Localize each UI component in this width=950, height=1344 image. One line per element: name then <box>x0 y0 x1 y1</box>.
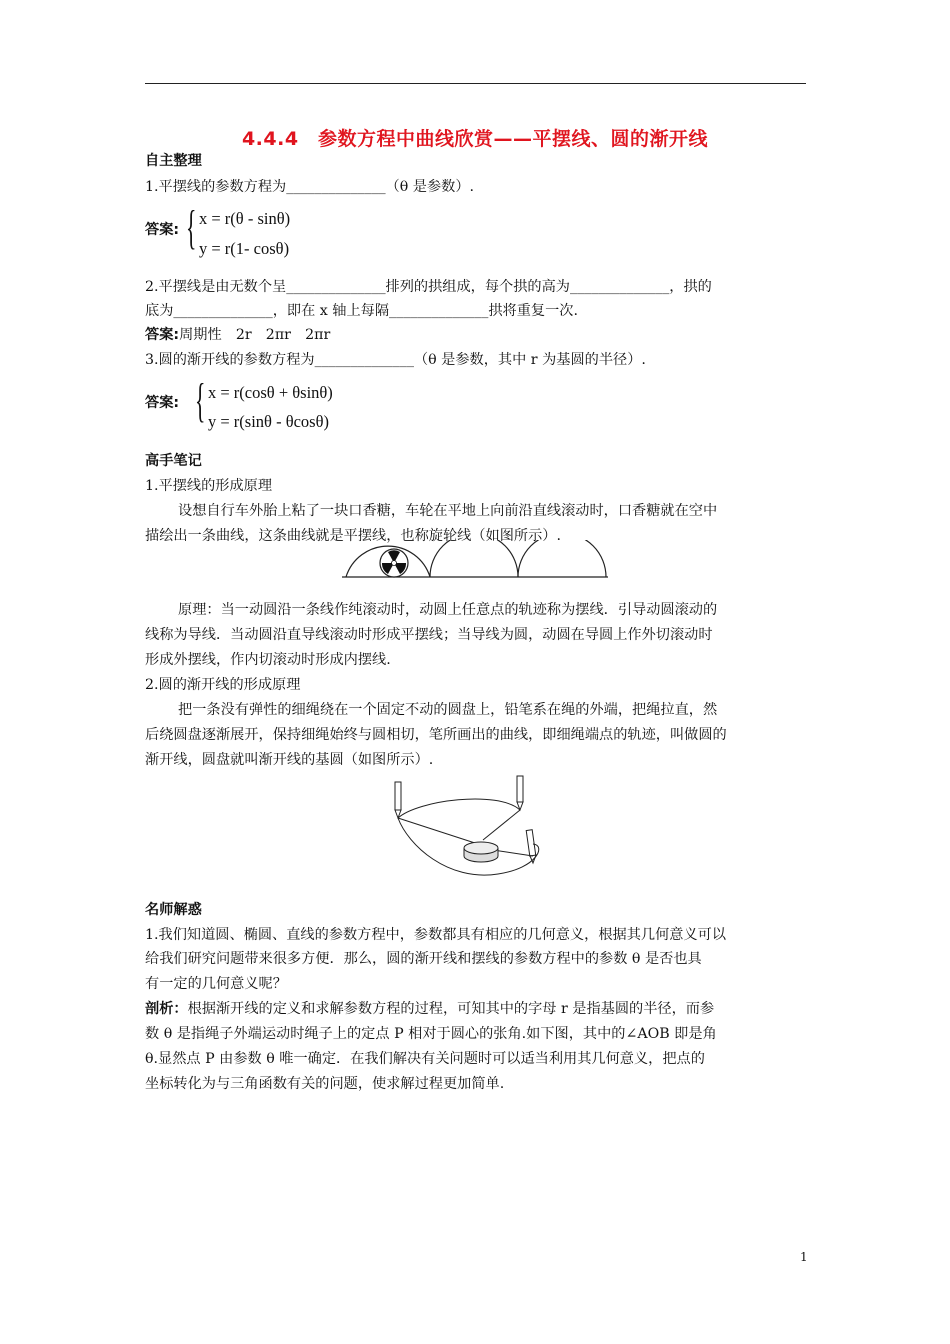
paragraph-line: 后绕圆盘逐渐展开，保持细绳始终与圆相切，笔所画出的曲线，即细绳端点的轨迹，叫做圆的 <box>145 727 727 743</box>
page-number: 1 <box>800 1250 808 1264</box>
paragraph-line: 形成外摆线，作内切滚动时形成内摆线. <box>145 652 391 668</box>
faq-answer-line: 坐标转化为与三角函数有关的问题，使求解过程更加简单. <box>145 1076 505 1092</box>
equation-y: y = r(1- cosθ) <box>199 239 290 258</box>
paragraph-line: 渐开线，圆盘就叫渐开线的基圆（如图所示）. <box>145 752 434 768</box>
section-heading-teacher-answers: 名师解惑 <box>145 902 202 918</box>
header-rule <box>145 83 806 84</box>
faq-question-line: 给我们研究问题带来很多方便．那么，圆的渐开线和摆线的参数方程中的参数 θ 是否也具 <box>145 951 702 967</box>
disk-icon <box>464 842 498 862</box>
equation-y: y = r(sinθ - θcosθ) <box>208 412 329 431</box>
paragraph-line: 原理：当一动圆沿一条线作纯滚动时，动圆上任意点的轨迹称为摆线．引导动圆滚动的 <box>178 602 718 618</box>
pencil-icon <box>395 782 401 818</box>
faq-question-line: 1.我们知道圆、椭圆、直线的参数方程中，参数都具有相应的几何意义，根据其几何意义可以 <box>145 927 727 943</box>
question-1: 1.平摆线的参数方程为______________（θ 是参数）. <box>145 179 475 195</box>
answer-label: 答案: <box>145 395 180 411</box>
faq-question-line: 有一定的几何意义呢？ <box>145 976 287 992</box>
faq-answer-line: 根据渐开线的定义和求解参数方程的过程，可知其中的字母 r 是指基圆的半径，而参 <box>187 1001 715 1017</box>
section-heading-expert-notes: 高手笔记 <box>145 453 202 469</box>
answer-2: 周期性 2r 2πr 2πr <box>179 327 331 343</box>
faq-answer-line: 数 θ 是指绳子外端运动时绳子上的定点 P 相对于圆心的张角.如下图，其中的∠AOB 即是角 <box>145 1026 717 1042</box>
question-2-line-2: 底为______________，即在 x 轴上每隔______________拱将重复一次. <box>145 303 578 319</box>
paragraph-line: 设想自行车外胎上粘了一块口香糖，车轮在平地上向前沿直线滚动时，口香糖就在空中 <box>178 503 718 519</box>
analysis-label: 剖析： <box>145 1001 188 1017</box>
paragraph-line: 线称为导线．当动圆沿直导线滚动时形成平摆线；当导线为圆，动圆在导圆上作外切滚动时 <box>145 627 713 643</box>
wheel-icon <box>380 549 408 577</box>
equation-x: x = r(cosθ + θsinθ) <box>208 383 333 402</box>
equation-x: x = r(θ - sinθ) <box>199 209 291 228</box>
section-heading-self-study: 自主整理 <box>145 153 202 169</box>
pencil-icon <box>517 776 523 810</box>
paragraph-line: 描绘出一条曲线，这条曲线就是平摆线，也称旋轮线（如图所示）. <box>145 528 561 544</box>
cycloid-figure <box>340 540 612 582</box>
notes-heading-1: 1.平摆线的形成原理 <box>145 478 273 494</box>
paragraph-line: 把一条没有弹性的细绳绕在一个固定不动的圆盘上，铅笔系在绳的外端，把绳拉直，然 <box>178 702 718 718</box>
answer-label: 答案: <box>145 222 180 238</box>
question-3: 3.圆的渐开线的参数方程为______________（θ 是参数，其中 r 为基圆的半径）. <box>145 352 646 368</box>
brace-icon: { <box>186 201 197 254</box>
notes-heading-2: 2.圆的渐开线的形成原理 <box>145 677 301 693</box>
involute-figure <box>388 770 558 885</box>
faq-answer-line: θ.显然点 P 由参数 θ 唯一确定．在我们解决有关问题时可以适当利用其几何意义，把点的 <box>145 1051 705 1067</box>
answer-label: 答案: <box>145 327 180 343</box>
question-2-line-1: 2.平摆线是由无数个呈______________排列的拱组成，每个拱的高为______________，拱的 <box>145 279 712 295</box>
brace-icon: { <box>195 374 206 427</box>
page-title: 4.4.4 参数方程中曲线欣赏——平摆线、圆的渐开线 <box>241 128 709 150</box>
